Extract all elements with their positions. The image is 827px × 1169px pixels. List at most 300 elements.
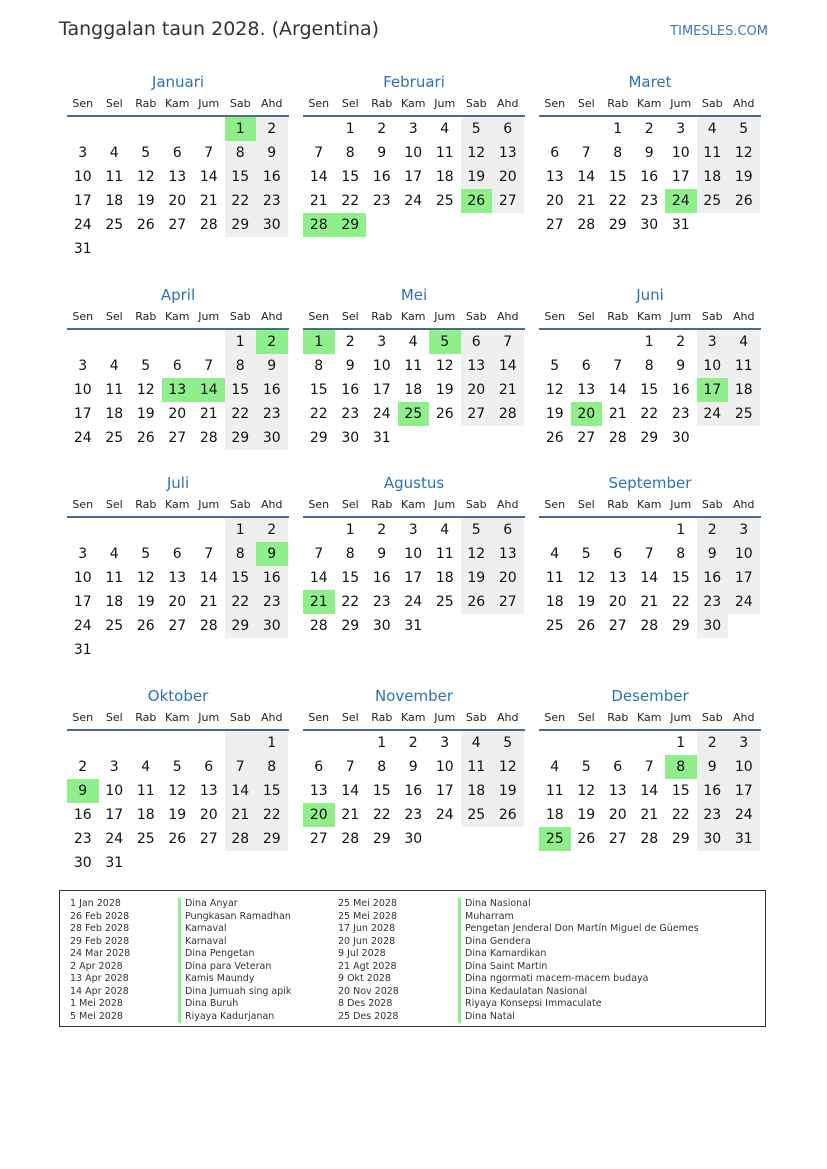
day-cell: 23 [256, 402, 288, 426]
legend-holiday-name: Kamis Maundy [178, 973, 291, 986]
empty-day-cell [335, 731, 367, 755]
day-cell: 21 [492, 378, 524, 402]
weekday-label: Sab [701, 97, 723, 110]
legend-holiday-name: Riyaya Konsepsi Immaculate [458, 998, 699, 1011]
day-cell: 11 [435, 145, 454, 161]
empty-day-cell [99, 638, 131, 662]
day-cell: 19 [136, 193, 155, 209]
legend-date: 25 Des 2028 [338, 1010, 399, 1022]
weekday-label: Sen [308, 97, 330, 110]
empty-day-cell [539, 731, 571, 755]
month-april [67, 284, 289, 450]
day-cell: 16 [73, 807, 92, 823]
legend-date: 20 Nov 2028 [338, 985, 399, 997]
week-row [67, 402, 289, 426]
day-cell: 12 [136, 169, 155, 185]
day-cell: 29 [608, 217, 627, 233]
empty-day-cell [130, 330, 162, 354]
legend-holiday-name: Pungkasan Ramadhan [178, 911, 291, 924]
day-cell: 3 [78, 358, 88, 374]
day-cell: 23 [697, 590, 729, 614]
legend-holiday-name: Pengetan Jenderal Don Martín Miguel de Güemes [458, 923, 699, 936]
week-row [67, 851, 289, 875]
weekday-label: Jum [198, 711, 220, 724]
page-title: Tanggalan taun 2028. (Argentina) [59, 18, 380, 40]
day-cell: 26 [728, 189, 760, 213]
day-cell: 9 [644, 145, 654, 161]
day-cell: 22 [309, 406, 328, 422]
day-cell: 16 [372, 570, 391, 586]
empty-day-cell [67, 330, 99, 354]
day-cell: 17 [671, 169, 690, 185]
month-name: Januari [151, 73, 205, 91]
day-cell: 30 [341, 430, 360, 446]
weekday-label: Jum [434, 310, 456, 323]
day-cell: 9 [256, 354, 288, 378]
day-cell: 2 [644, 121, 654, 137]
day-cell: 22 [640, 406, 659, 422]
day-cell: 11 [728, 354, 760, 378]
day-cell: 16 [256, 378, 288, 402]
weekday-label: Sel [341, 310, 359, 323]
legend-holiday-name: Dina para Veteran [178, 961, 291, 974]
weekday-label: Sab [701, 310, 723, 323]
week-row [303, 354, 525, 378]
empty-day-cell [492, 213, 524, 237]
day-cell: 18 [105, 406, 124, 422]
day-cell: 22 [341, 594, 360, 610]
month-name: Agustus [383, 474, 445, 492]
week-row [303, 566, 525, 590]
day-cell: 7 [492, 330, 524, 354]
weekday-header [539, 306, 761, 330]
weekday-label: Ahd [261, 310, 283, 323]
weekday-label: Kam [165, 310, 190, 323]
day-cell: 13 [577, 382, 596, 398]
day-cell: 29 [225, 213, 257, 237]
day-cell: 30 [697, 827, 729, 851]
weekday-label: Sab [465, 310, 487, 323]
week-row [539, 779, 761, 803]
day-cell: 9 [256, 141, 288, 165]
day-cell: 28 [608, 430, 627, 446]
holiday-day-cell: 17 [697, 378, 729, 402]
day-cell: 15 [671, 783, 690, 799]
weekday-label: Sab [465, 498, 487, 511]
empty-day-cell [398, 426, 430, 450]
day-cell: 19 [168, 807, 187, 823]
empty-day-cell [571, 330, 603, 354]
weekday-label: Sel [105, 310, 123, 323]
day-cell: 13 [492, 542, 524, 566]
week-row [539, 165, 761, 189]
empty-day-cell [67, 731, 99, 755]
day-cell: 19 [545, 406, 564, 422]
day-cell: 27 [608, 831, 627, 847]
day-cell: 20 [199, 807, 218, 823]
day-cell: 3 [408, 522, 418, 538]
weekday-label: Rab [371, 711, 393, 724]
week-row [303, 213, 525, 237]
day-cell: 25 [435, 193, 454, 209]
weekday-header [303, 707, 525, 731]
day-cell: 9 [345, 358, 355, 374]
weekday-label: Rab [607, 97, 629, 110]
day-cell: 3 [728, 518, 760, 542]
day-cell: 26 [545, 430, 564, 446]
empty-day-cell [162, 638, 194, 662]
weekday-label: Jum [434, 498, 456, 511]
day-cell: 12 [461, 141, 493, 165]
day-cell: 11 [435, 546, 454, 562]
day-cell: 25 [545, 618, 564, 634]
empty-day-cell [193, 237, 225, 261]
day-cell: 28 [199, 618, 218, 634]
legend-date: 9 Okt 2028 [338, 973, 391, 984]
empty-day-cell [225, 731, 257, 755]
day-cell: 8 [225, 354, 257, 378]
day-cell: 15 [309, 382, 328, 398]
day-cell: 17 [404, 570, 423, 586]
day-cell: 3 [78, 546, 88, 562]
empty-day-cell [162, 117, 194, 141]
day-cell: 15 [341, 169, 360, 185]
day-cell: 8 [613, 145, 623, 161]
day-cell: 12 [136, 382, 155, 398]
empty-day-cell [539, 330, 571, 354]
day-cell: 31 [105, 855, 124, 871]
empty-day-cell [99, 237, 131, 261]
day-cell: 4 [141, 759, 151, 775]
month-januari [67, 71, 289, 261]
weekday-label: Kam [401, 711, 426, 724]
day-cell: 11 [545, 570, 564, 586]
day-cell: 26 [492, 803, 524, 827]
empty-day-cell [130, 638, 162, 662]
day-cell: 24 [728, 803, 760, 827]
day-cell: 22 [608, 193, 627, 209]
day-cell: 13 [461, 354, 493, 378]
weekday-label: Sen [544, 498, 566, 511]
day-cell: 16 [372, 169, 391, 185]
day-cell: 25 [105, 217, 124, 233]
empty-day-cell [697, 426, 729, 450]
empty-day-cell [492, 827, 524, 851]
weekday-label: Sen [544, 97, 566, 110]
week-row [67, 330, 289, 354]
month-name: Oktober [147, 687, 209, 705]
month-november [303, 685, 525, 851]
empty-day-cell [571, 731, 603, 755]
day-cell: 28 [640, 831, 659, 847]
holiday-legend [59, 890, 766, 1027]
legend-date: 17 Jun 2028 [338, 923, 396, 934]
day-cell: 7 [644, 759, 654, 775]
day-cell: 29 [671, 831, 690, 847]
day-cell: 11 [461, 755, 493, 779]
weekday-label: Rab [607, 498, 629, 511]
week-row [303, 117, 525, 141]
day-cell: 17 [73, 406, 92, 422]
weekday-label: Sen [72, 711, 94, 724]
month-desember [539, 685, 761, 851]
day-cell: 27 [492, 590, 524, 614]
month-name: Desember [611, 687, 689, 705]
legend-holiday-name: Dina Pengetan [178, 948, 291, 961]
day-cell: 20 [461, 378, 493, 402]
day-cell: 10 [404, 546, 423, 562]
day-cell: 27 [545, 217, 564, 233]
day-cell: 15 [608, 169, 627, 185]
weekday-label: Kam [637, 97, 662, 110]
legend-date: 13 Apr 2028 [70, 973, 129, 984]
day-cell: 1 [377, 735, 387, 751]
day-cell: 27 [168, 217, 187, 233]
day-cell: 29 [341, 618, 360, 634]
empty-day-cell [366, 213, 398, 237]
weekday-label: Sen [72, 498, 94, 511]
day-cell: 13 [199, 783, 218, 799]
day-cell: 19 [728, 165, 760, 189]
day-cell: 26 [577, 618, 596, 634]
weekday-label: Kam [401, 498, 426, 511]
site-link[interactable]: TIMESLES.COM [670, 24, 768, 39]
empty-day-cell [492, 614, 524, 638]
holiday-day-cell: 25 [539, 827, 571, 851]
day-cell: 1 [644, 334, 654, 350]
day-cell: 4 [461, 731, 493, 755]
day-cell: 29 [372, 831, 391, 847]
weekday-label: Kam [165, 498, 190, 511]
day-cell: 2 [345, 334, 355, 350]
day-cell: 12 [577, 570, 596, 586]
day-cell: 12 [545, 382, 564, 398]
day-cell: 13 [309, 783, 328, 799]
empty-day-cell [99, 518, 131, 542]
day-cell: 22 [256, 803, 288, 827]
holiday-day-cell: 1 [303, 330, 335, 354]
month-juni [539, 284, 761, 450]
day-cell: 21 [341, 807, 360, 823]
day-cell: 23 [404, 807, 423, 823]
day-cell: 27 [168, 618, 187, 634]
legend-date: 21 Agt 2028 [338, 960, 397, 972]
legend-date: 25 Mei 2028 [338, 898, 397, 909]
weekday-header [303, 306, 525, 330]
day-cell: 1 [676, 522, 686, 538]
day-cell: 29 [640, 430, 659, 446]
day-cell: 7 [204, 145, 214, 161]
empty-day-cell [398, 213, 430, 237]
day-cell: 26 [461, 590, 493, 614]
day-cell: 9 [697, 542, 729, 566]
day-cell: 7 [581, 145, 591, 161]
day-cell: 24 [435, 807, 454, 823]
weekday-label: Sab [465, 97, 487, 110]
week-row [67, 189, 289, 213]
day-cell: 14 [640, 783, 659, 799]
day-cell: 10 [728, 755, 760, 779]
day-cell: 19 [577, 594, 596, 610]
month-name: September [608, 474, 692, 492]
weekday-label: Kam [637, 711, 662, 724]
week-row [303, 402, 525, 426]
day-cell: 13 [168, 570, 187, 586]
day-cell: 1 [613, 121, 623, 137]
holiday-day-cell: 9 [67, 779, 99, 803]
week-row [539, 378, 761, 402]
weekday-label: Sen [544, 711, 566, 724]
holiday-day-cell: 13 [162, 378, 194, 402]
weekday-label: Rab [371, 97, 393, 110]
empty-day-cell [99, 117, 131, 141]
weekday-label: Jum [670, 711, 692, 724]
day-cell: 12 [168, 783, 187, 799]
week-row [67, 590, 289, 614]
day-cell: 10 [73, 570, 92, 586]
weekday-label: Ahd [497, 310, 519, 323]
day-cell: 25 [435, 594, 454, 610]
holiday-day-cell: 20 [303, 803, 335, 827]
day-cell: 25 [697, 189, 729, 213]
day-cell: 16 [697, 779, 729, 803]
empty-day-cell [67, 117, 99, 141]
day-cell: 23 [73, 831, 92, 847]
day-cell: 8 [225, 141, 257, 165]
week-row [67, 755, 289, 779]
holiday-day-cell: 8 [665, 755, 697, 779]
empty-day-cell [162, 518, 194, 542]
empty-day-cell [193, 851, 225, 875]
day-cell: 3 [377, 334, 387, 350]
day-cell: 18 [728, 378, 760, 402]
month-name: Juli [166, 474, 190, 492]
day-cell: 15 [671, 570, 690, 586]
day-cell: 5 [141, 145, 151, 161]
weekday-label: Sen [308, 310, 330, 323]
day-cell: 1 [225, 518, 257, 542]
day-cell: 8 [345, 145, 355, 161]
day-cell: 25 [105, 430, 124, 446]
day-cell: 4 [550, 759, 560, 775]
week-row [303, 779, 525, 803]
day-cell: 9 [377, 546, 387, 562]
day-cell: 17 [372, 382, 391, 398]
day-cell: 26 [136, 618, 155, 634]
month-juli [67, 472, 289, 662]
day-cell: 1 [676, 735, 686, 751]
day-cell: 23 [341, 406, 360, 422]
holiday-day-cell: 20 [571, 402, 603, 426]
empty-day-cell [193, 638, 225, 662]
day-cell: 2 [78, 759, 88, 775]
weekday-header [539, 93, 761, 117]
day-cell: 17 [73, 594, 92, 610]
day-cell: 17 [435, 783, 454, 799]
day-cell: 2 [377, 522, 387, 538]
empty-day-cell [162, 237, 194, 261]
weekday-label: Jum [670, 310, 692, 323]
day-cell: 18 [545, 807, 564, 823]
day-cell: 14 [341, 783, 360, 799]
day-cell: 4 [550, 546, 560, 562]
day-cell: 8 [225, 542, 257, 566]
day-cell: 6 [172, 546, 182, 562]
day-cell: 15 [640, 382, 659, 398]
day-cell: 31 [73, 642, 92, 658]
day-cell: 30 [671, 430, 690, 446]
day-cell: 26 [435, 406, 454, 422]
day-cell: 10 [105, 783, 124, 799]
weekday-label: Ahd [733, 97, 755, 110]
day-cell: 30 [256, 426, 288, 450]
week-row [67, 518, 289, 542]
weekday-label: Kam [165, 97, 190, 110]
day-cell: 29 [671, 618, 690, 634]
weekday-label: Kam [401, 97, 426, 110]
legend-holiday-name: Karnaval [178, 923, 291, 936]
legend-date: 14 Apr 2028 [70, 985, 129, 997]
day-cell: 28 [341, 831, 360, 847]
day-cell: 23 [697, 803, 729, 827]
day-cell: 17 [105, 807, 124, 823]
day-cell: 3 [676, 121, 686, 137]
empty-day-cell [162, 851, 194, 875]
holiday-day-cell: 14 [193, 378, 225, 402]
day-cell: 16 [671, 382, 690, 398]
legend-holiday-name: Riyaya Kadurjanan [178, 1011, 291, 1024]
weekday-label: Kam [165, 711, 190, 724]
day-cell: 24 [404, 193, 423, 209]
day-cell: 21 [199, 193, 218, 209]
day-cell: 8 [377, 759, 387, 775]
day-cell: 10 [697, 354, 729, 378]
empty-day-cell [130, 851, 162, 875]
week-row [539, 426, 761, 450]
day-cell: 11 [136, 783, 155, 799]
weekday-label: Sel [341, 97, 359, 110]
day-cell: 21 [199, 594, 218, 610]
day-cell: 5 [141, 358, 151, 374]
day-cell: 14 [640, 570, 659, 586]
weekday-header [303, 93, 525, 117]
week-row [67, 542, 289, 566]
day-cell: 12 [728, 141, 760, 165]
weekday-label: Rab [135, 97, 157, 110]
month-februari [303, 71, 525, 237]
empty-day-cell [162, 330, 194, 354]
week-row [303, 827, 525, 851]
day-cell: 1 [225, 330, 257, 354]
week-row [67, 213, 289, 237]
day-cell: 21 [640, 807, 659, 823]
holiday-day-cell: 26 [461, 189, 493, 213]
day-cell: 10 [372, 358, 391, 374]
empty-day-cell [130, 518, 162, 542]
day-cell: 5 [550, 358, 560, 374]
day-cell: 15 [225, 566, 257, 590]
day-cell: 6 [172, 358, 182, 374]
week-row [67, 237, 289, 261]
day-cell: 18 [697, 165, 729, 189]
empty-day-cell [225, 851, 257, 875]
legend-date: 2 Apr 2028 [70, 960, 123, 972]
empty-day-cell [492, 426, 524, 450]
day-cell: 17 [73, 193, 92, 209]
holiday-day-cell: 24 [665, 189, 697, 213]
legend-date: 8 Des 2028 [338, 998, 393, 1009]
weekday-label: Rab [135, 711, 157, 724]
